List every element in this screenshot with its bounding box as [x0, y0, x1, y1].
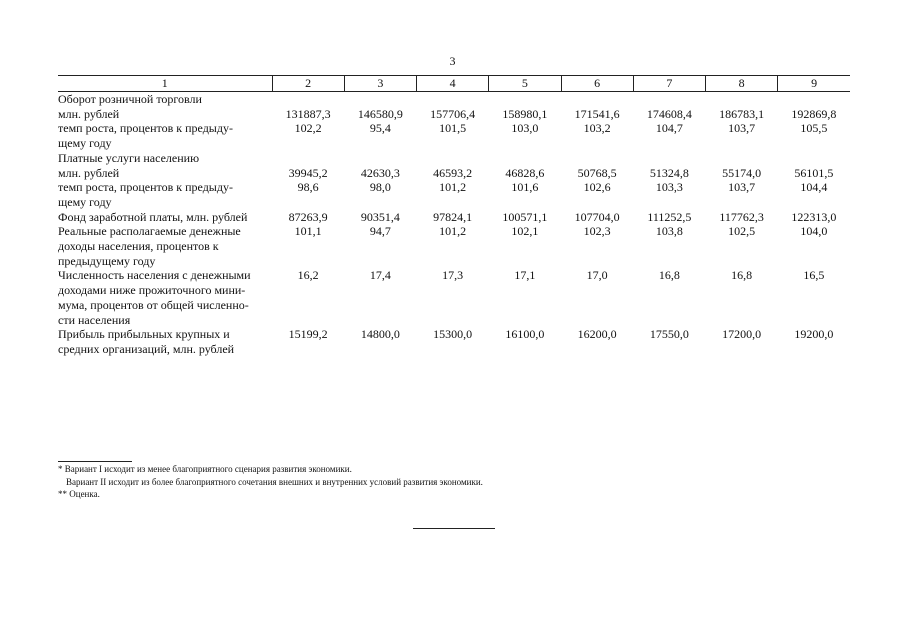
value-cell: 97824,1 [433, 209, 473, 224]
row-label [58, 121, 272, 150]
value-cell: 171541,6 [574, 106, 620, 121]
row-label [58, 92, 272, 107]
row-label-line: Платные услуги населению [58, 150, 200, 165]
forecast-table [58, 75, 850, 357]
column-header: 3 [344, 76, 416, 92]
value-cell: 104,4 [800, 180, 828, 195]
value-cell: 104,0 [800, 224, 828, 239]
row-label [58, 166, 272, 181]
value-cell [706, 92, 778, 107]
value-cell: 46828,6 [505, 165, 545, 180]
value-cell: 55174,0 [722, 165, 762, 180]
value-cell: 101,5 [439, 121, 467, 136]
column-header: 5 [489, 76, 561, 92]
row-label-line: Фонд заработной платы, млн. рублей [58, 209, 248, 224]
table-row [58, 166, 850, 181]
row-label-line: доходами ниже прожиточного мини- [58, 283, 246, 298]
value-cell [417, 92, 489, 107]
value-cell: 15300,0 [433, 327, 473, 342]
value-cell: 146580,9 [357, 106, 403, 121]
value-cell: 105,5 [800, 121, 828, 136]
value-cell: 16,5 [803, 268, 825, 283]
value-cell: 16100,0 [505, 327, 545, 342]
value-cell: 19200,0 [794, 327, 834, 342]
row-label [58, 107, 272, 122]
value-cell: 103,2 [583, 121, 611, 136]
value-cell: 39945,2 [288, 165, 328, 180]
column-header: 6 [561, 76, 633, 92]
row-label-line: предыдущему году [58, 253, 156, 268]
value-cell: 104,7 [655, 121, 683, 136]
footnote: Вариант II исходит из более благоприятного сочетания внешних и внутренних условий развития экономики. [66, 476, 483, 487]
value-cell: 17,1 [514, 268, 536, 283]
value-cell: 17200,0 [722, 327, 762, 342]
value-cell: 15199,2 [288, 327, 328, 342]
value-cell: 101,2 [439, 180, 467, 195]
value-cell [344, 151, 416, 166]
value-cell: 51324,8 [649, 165, 689, 180]
value-cell: 17,0 [586, 268, 608, 283]
table-body [58, 92, 850, 357]
value-cell: 100571,1 [502, 209, 548, 224]
table-row [58, 327, 850, 356]
footnote: * Вариант I исходит из менее благоприятного сценария развития экономики. [58, 464, 352, 474]
header-row [58, 76, 850, 92]
table-row [58, 92, 850, 107]
value-cell: 102,1 [511, 224, 539, 239]
table-row [58, 151, 850, 166]
value-cell [778, 92, 850, 107]
column-header: 1 [58, 76, 272, 92]
value-cell: 94,7 [369, 224, 391, 239]
value-cell [489, 151, 561, 166]
row-label [58, 210, 272, 225]
row-label-line: Прибыль прибыльных крупных и [58, 327, 230, 342]
row-label-line: Численность населения с денежными [58, 268, 251, 283]
value-cell: 56101,5 [794, 165, 834, 180]
value-cell [561, 151, 633, 166]
value-cell: 158980,1 [502, 106, 548, 121]
value-cell: 17550,0 [649, 327, 689, 342]
value-cell: 98,6 [297, 180, 319, 195]
row-label [58, 327, 272, 356]
value-cell [272, 151, 344, 166]
value-cell: 87263,9 [288, 209, 328, 224]
value-cell [706, 151, 778, 166]
value-cell: 103,8 [655, 224, 683, 239]
row-label-line: щему году [58, 136, 112, 151]
value-cell: 111252,5 [647, 209, 692, 224]
value-cell: 42630,3 [360, 165, 400, 180]
value-cell: 14800,0 [360, 327, 400, 342]
value-cell: 16,8 [731, 268, 753, 283]
value-cell [633, 151, 705, 166]
value-cell: 122313,0 [791, 209, 837, 224]
value-cell [561, 92, 633, 107]
row-label-line: сти населения [58, 312, 131, 327]
value-cell: 16200,0 [577, 327, 617, 342]
footnotes [58, 463, 838, 501]
value-cell: 17,4 [369, 268, 391, 283]
table-row [58, 107, 850, 122]
value-cell: 103,7 [728, 121, 756, 136]
value-cell: 186783,1 [719, 106, 765, 121]
value-cell: 107704,0 [574, 209, 620, 224]
table-row [58, 224, 850, 268]
value-cell: 95,4 [369, 121, 391, 136]
row-label-line: доходы населения, процентов к [58, 239, 219, 254]
value-cell [778, 151, 850, 166]
value-cell: 98,0 [369, 180, 391, 195]
value-cell: 46593,2 [433, 165, 473, 180]
row-label-line: щему году [58, 194, 112, 209]
value-cell: 174608,4 [646, 106, 692, 121]
value-cell: 103,3 [655, 180, 683, 195]
row-label-line: темп роста, процентов к предыду- [58, 121, 233, 136]
value-cell: 17,3 [442, 268, 464, 283]
value-cell: 101,1 [294, 224, 322, 239]
row-label [58, 151, 272, 166]
column-header: 4 [417, 76, 489, 92]
row-label-line: мума, процентов от общей численно- [58, 297, 249, 312]
value-cell: 101,2 [439, 224, 467, 239]
value-cell: 102,2 [294, 121, 322, 136]
value-cell [344, 92, 416, 107]
table-row [58, 268, 850, 327]
table-row [58, 210, 850, 225]
column-header: 2 [272, 76, 344, 92]
column-header: 8 [706, 76, 778, 92]
table-row [58, 121, 850, 150]
row-label-line: млн. рублей [58, 106, 120, 121]
value-cell: 16,8 [658, 268, 680, 283]
value-cell [417, 151, 489, 166]
row-label-line: средних организаций, млн. рублей [58, 341, 235, 356]
row-label-line: Реальные располагаемые денежные [58, 224, 241, 239]
value-cell: 90351,4 [360, 209, 400, 224]
value-cell: 102,3 [583, 224, 611, 239]
row-label [58, 224, 272, 268]
value-cell: 131887,3 [285, 106, 331, 121]
footnote: ** Оценка. [58, 489, 100, 499]
row-label-line: темп роста, процентов к предыду- [58, 180, 233, 195]
value-cell: 101,6 [511, 180, 539, 195]
row-label-line: млн. рублей [58, 165, 120, 180]
value-cell: 16,2 [297, 268, 319, 283]
value-cell: 50768,5 [577, 165, 617, 180]
footnote-divider [58, 461, 132, 462]
value-cell [272, 92, 344, 107]
value-cell: 103,7 [728, 180, 756, 195]
value-cell: 117762,3 [719, 209, 764, 224]
value-cell: 102,5 [728, 224, 756, 239]
value-cell: 192869,8 [791, 106, 837, 121]
row-label [58, 268, 272, 327]
column-header: 9 [778, 76, 850, 92]
value-cell: 102,6 [583, 180, 611, 195]
value-cell: 103,0 [511, 121, 539, 136]
page-number: 3 [449, 54, 456, 68]
value-cell [633, 92, 705, 107]
row-label [58, 180, 272, 209]
row-label-line: Оборот розничной торговли [58, 92, 202, 106]
value-cell: 157706,4 [430, 106, 476, 121]
end-divider [413, 528, 495, 529]
column-header: 7 [633, 76, 705, 92]
table-row [58, 180, 850, 209]
value-cell [489, 92, 561, 107]
